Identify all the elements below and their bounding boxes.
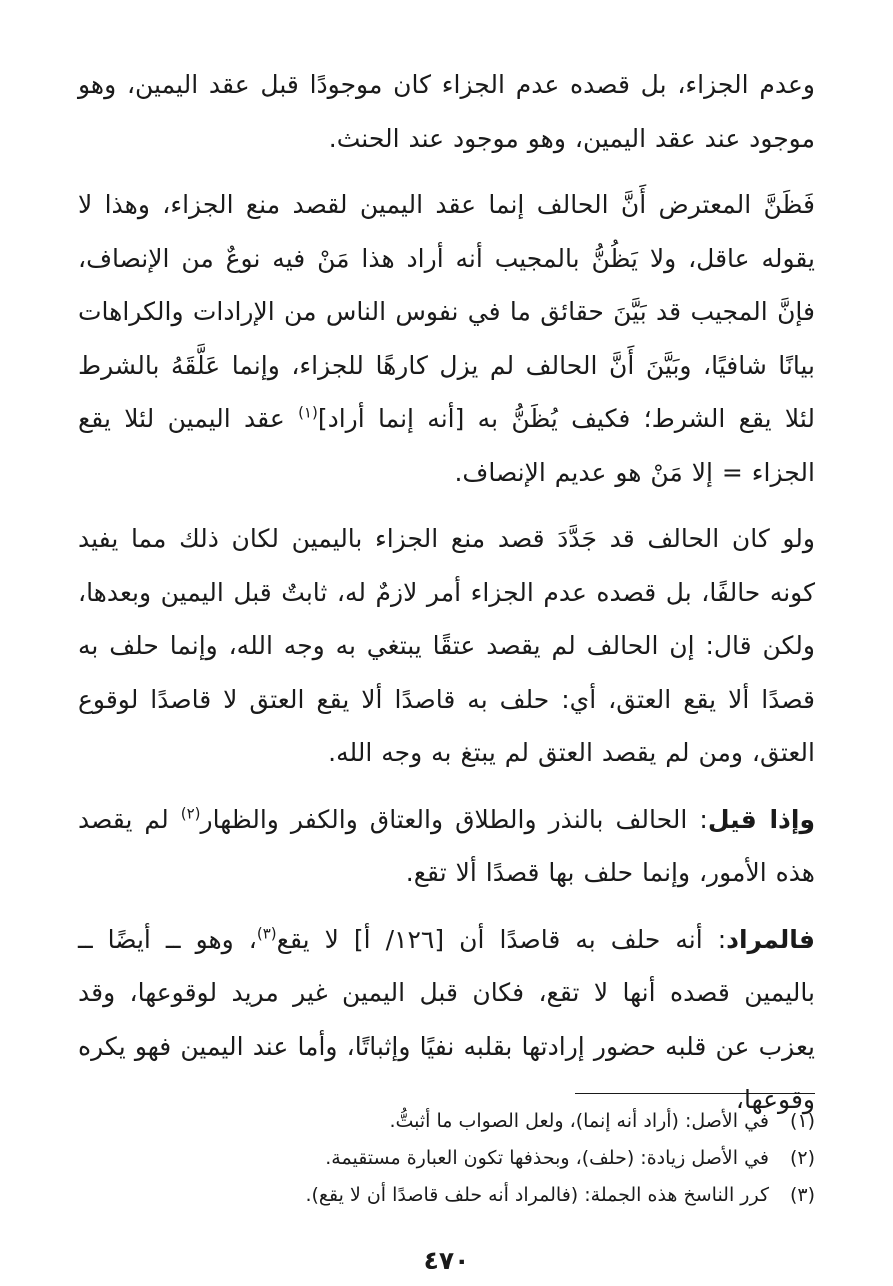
paragraph-text: وعدم الجزاء، بل قصده عدم الجزاء كان موجودًا قبل عقد اليمين، وهو موجود عند عقد اليمين، وهو موجود عند الحنث. — [78, 70, 815, 153]
body-paragraph-3 — [78, 512, 815, 780]
paragraph-text-continued: عقد اليمين لئلا يقع الجزاء = إلا مَنْ هو عديم الإنصاف. — [78, 404, 815, 487]
paragraph-text: : الحالف بالنذر والطلاق والعتاق والكفر والظهار — [200, 804, 708, 834]
paragraph-text-continued: لم يقصد هذه الأمور، وإنما حلف بها قصدًا ألا تقع. — [78, 804, 815, 887]
paragraph-text: ولو كان الحالف قد جَدَّدَ قصد منع الجزاء باليمين لكان ذلك مما يفيد كونه حالفًا، بل قصده عدم الجزاء أمر لازمٌ له، ثابتٌ قبل اليمين وبعدها، ولكن قال: إن الحالف لم يقصد عتقًا يبتغي به وجه الله، وإنما حلف به قصدًا ألا يقع العتق، أي: حلف به قاصدًا ألا يقع العتق لا قاصدًا لوقوع العتق، ومن لم يقصد العتق لم يبتغ به وجه الله. — [78, 524, 815, 767]
footnote-divider — [575, 1093, 815, 1094]
footnotes-section — [78, 1103, 815, 1214]
footnote-text: في الأصل: (أراد أنه إنما)، ولعل الصواب ما أثبتُّ. — [389, 1110, 769, 1132]
footnote-ref-3[interactable]: (٣) — [256, 924, 277, 943]
paragraph-lead-phrase: فالمراد — [726, 924, 815, 954]
footnote-1 — [78, 1103, 815, 1140]
body-paragraph-1 — [78, 58, 815, 165]
paragraph-lead-phrase: وإذا قيل — [707, 804, 815, 834]
body-paragraph-5 — [78, 913, 815, 1127]
body-paragraph-2 — [78, 178, 815, 499]
body-paragraph-4 — [78, 793, 815, 900]
paragraph-text: فَظَنَّ المعترض أَنَّ الحالف إنما عقد اليمين لقصد منع الجزاء، وهذا لا يقوله عاقل، ولا يَظُنُّ بالمجيب أنه أراد هذا مَنْ فيه نوعٌ من الإنصاف، فإنَّ المجيب قد بَيَّنَ حقائق ما في نفوس الناس من الإرادات والكراهات بيانًا شافيًا، وبَيَّنَ أَنَّ الحالف لم يزل كارهًا للجزاء، وإنما عَلَّقَهُ بالشرط لئلا يقع الشرط؛ فكيف يُظَنُّ به [أنه إنما أراد] — [78, 190, 815, 433]
footnote-number: (٢) — [789, 1147, 815, 1169]
footnote-ref-1[interactable]: (١) — [298, 403, 318, 422]
page-content — [78, 58, 815, 1286]
footnote-number: (٣) — [789, 1184, 815, 1206]
footnote-text: كرر الناسخ هذه الجملة: (فالمراد أنه حلف قاصدًا أن لا يقع). — [305, 1184, 769, 1206]
page-number: ٤٧٠ — [423, 1246, 470, 1275]
footnote-3 — [78, 1177, 815, 1214]
paragraph-text-continued: ، وهو ــ أيضًا ــ باليمين قصده أنها لا تقع، فكان قبل اليمين غير مريد لوقوعها، وقد يعزب عن قلبه حضور إرادتها بقلبه نفيًا وإثباتًا، وأما عند اليمين فهو يكره وقوعها، — [78, 924, 815, 1114]
footnote-2 — [78, 1140, 815, 1177]
footnote-number: (١) — [789, 1110, 815, 1132]
paragraph-text: : أنه حلف به قاصدًا أن [١٢٦/ أ] لا يقع — [276, 924, 727, 954]
footnote-text: في الأصل زيادة: (حلف)، وبحذفها تكون العبارة مستقيمة. — [325, 1147, 769, 1169]
footnote-ref-2[interactable]: (٢) — [180, 804, 201, 823]
